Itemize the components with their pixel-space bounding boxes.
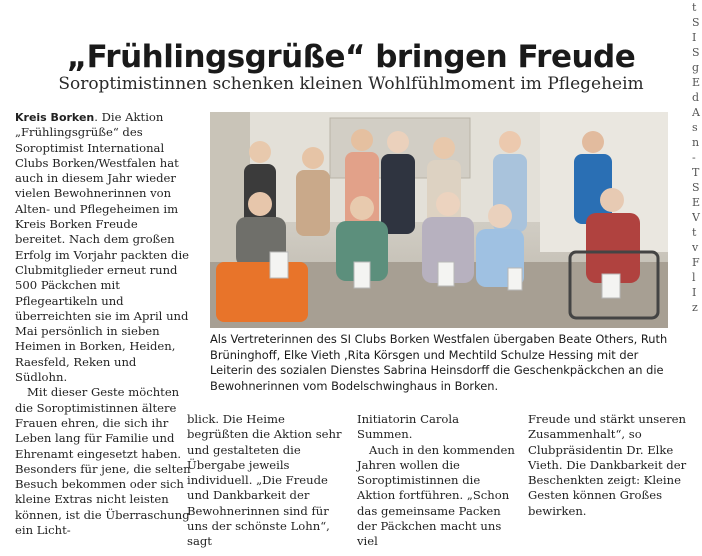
adjacent-column-fragment: - — [692, 151, 696, 164]
adjacent-column-fragment: S — [692, 181, 700, 194]
adjacent-column-fragment: t — [692, 226, 697, 239]
article-column-2 — [187, 412, 347, 550]
dateline: Kreis Borken — [15, 111, 95, 124]
paragraph: Auch in den kommenden Jahren wollen die Soroptimistinnen die Aktion fortführen. „Schon das gemeinsame Packen der Päckchen macht uns viel — [357, 442, 515, 549]
adjacent-column-fragment: v — [692, 241, 699, 254]
adjacent-column-fragment: F — [692, 256, 700, 269]
adjacent-column-fragment: E — [692, 196, 701, 209]
adjacent-column-fragment: A — [692, 106, 700, 119]
adjacent-column-fragment: V — [692, 211, 700, 224]
adjacent-column-fragment: I — [692, 31, 697, 44]
article-column-4 — [528, 412, 688, 519]
adjacent-column-fragment: E — [692, 76, 701, 89]
adjacent-column-fragment: g — [692, 61, 700, 74]
paragraph: Freude und stärkt unseren Zusammenhalt“, so Clubpräsidentin Dr. Elke Vieth. Die Dankbarkeit der Beschenkten zeigt: Kleine Gesten können Großes bewirken. — [528, 412, 687, 518]
adjacent-column-fragment: S — [692, 46, 700, 59]
adjacent-column-edge — [692, 0, 702, 556]
adjacent-column-fragment: I — [692, 286, 697, 299]
adjacent-column-fragment: l — [692, 271, 696, 284]
adjacent-column-fragment: s — [692, 121, 698, 134]
article-column-3 — [357, 412, 515, 550]
headline: „Frühlingsgrüße“ bringen Freude — [66, 38, 636, 75]
paragraph: Initiatorin Carola Summen. — [357, 412, 460, 442]
photo-caption: Als Vertreterinnen des SI Clubs Borken Westfalen übergaben Beate Others, Ruth Brüninghoff, Elke Vieth ,Rita Körsgen und Mechtild Schulze Hessing mit der Leiterin des sozialen Dienstes Sabrina Heinsdorff die Geschenkpäckchen an die Bewohnerinnen vom Bodelschwinghaus in Borken. — [210, 332, 668, 393]
adjacent-column-fragment: n — [692, 136, 700, 149]
adjacent-column-fragment: d — [692, 91, 700, 104]
paragraph-text: . Die Aktion „Frühlingsgrüße“ des Soroptimist International Clubs Borken/Westfalen hat auch in diesem Jahr wieder vielen Bewohnerinnen von Alten- und Pflegeheimen im Kreis Borken Freude bereitet. Nach dem großen Erfolg im Vorjahr packten die Clubmitglieder erneut rund 500 Päckchen mit Pflegeartikeln und überreichten sie im April und Mai persönlich in sieben Heimen in Borken, Heiden, Raesfeld, Reken und Südlohn. — [15, 110, 190, 385]
adjacent-column-fragment: T — [692, 166, 700, 179]
article-column-1 — [15, 110, 191, 538]
adjacent-column-fragment: z — [692, 301, 698, 314]
paragraph — [15, 110, 191, 385]
adjacent-column-fragment: S — [692, 16, 700, 29]
paragraph: blick. Die Heime begrüßten die Aktion sehr und gestalteten die Übergabe jeweils individuell. „Die Freude und Dankbarkeit der Bewohnerinnen sind für uns der schönste Lohn“, sagt — [187, 412, 342, 549]
group-photo-illustration — [210, 112, 668, 328]
paragraph: Mit dieser Geste möchten die Soroptimistinnen ältere Frauen ehren, die sich ihr Leben lang für Familie und Ehrenamt eingesetzt haben. Besonders für jene, die selten Besuch bekommen oder sich kleine Extras nicht leisten können, ist die Überraschung ein Licht- — [15, 385, 191, 538]
adjacent-column-fragment: t — [692, 1, 697, 14]
group-photo — [210, 112, 668, 328]
subheadline: Soroptimistinnen schenken kleinen Wohlfühlmoment im Pflegeheim — [58, 74, 644, 94]
